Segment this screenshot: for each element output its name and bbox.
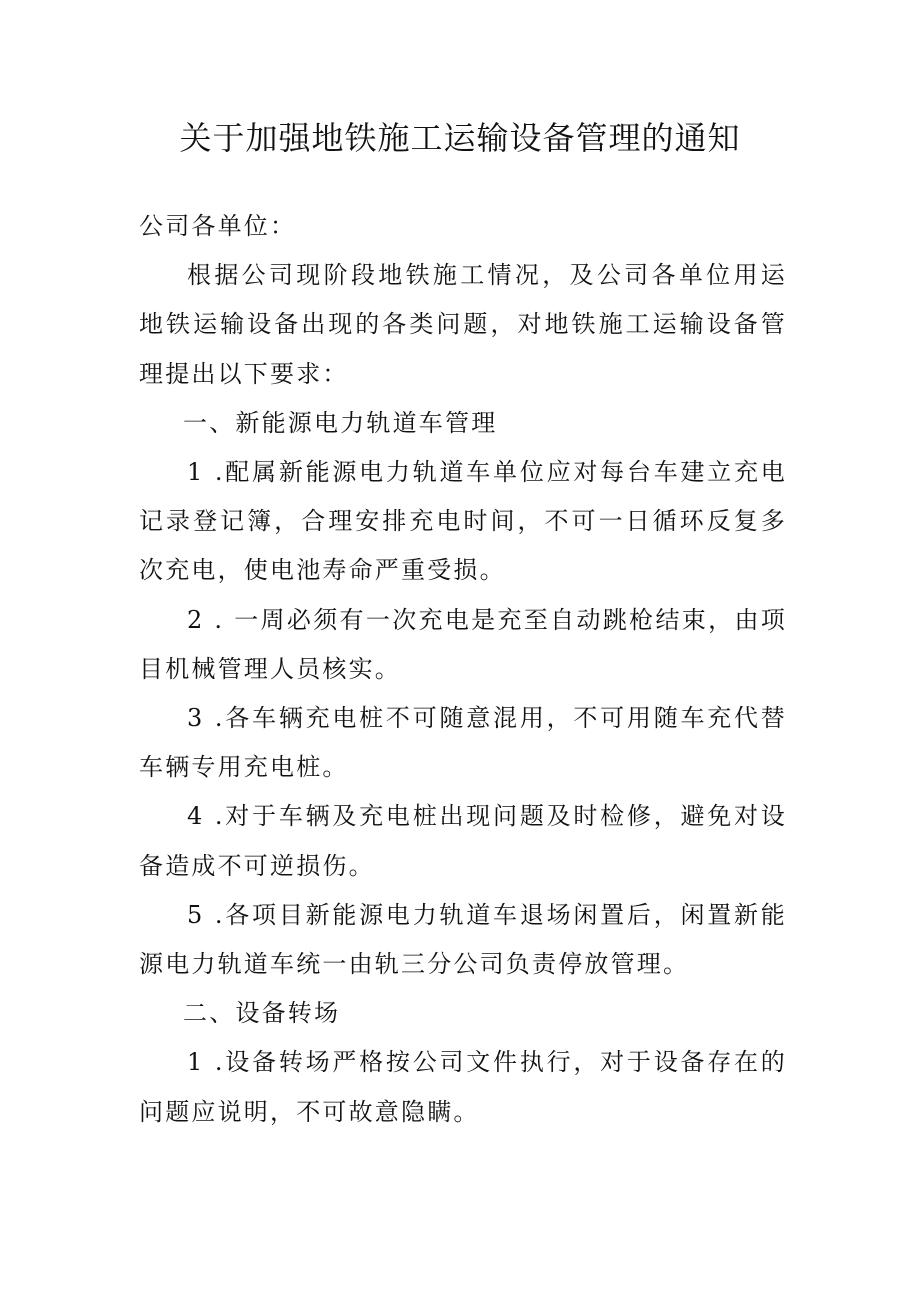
section-1-item-4: 4 .对于车辆及充电桩出现问题及时检修，避免对设备造成不可逆损伤。 <box>139 802 787 880</box>
section-heading-2: 二、设备转场 <box>183 999 341 1028</box>
section-1-item-2: 2 . 一周必须有一次充电是充至自动跳枪结束，由项目机械管理人员核实。 <box>139 605 787 683</box>
document-body <box>139 202 787 1137</box>
salutation: 公司各单位： <box>139 212 297 240</box>
section-1-item-3: 3 .各车辆充电桩不可随意混用，不可用随车充代替车辆专用充电桩。 <box>139 704 787 782</box>
section-2-item-1: 1 .设备转场严格按公司文件执行，对于设备存在的问题应说明，不可故意隐瞒。 <box>139 1048 787 1126</box>
section-heading-1: 一、新能源电力轨道车管理 <box>183 408 498 437</box>
section-1-item-5: 5 .各项目新能源电力轨道车退场闲置后，闲置新能源电力轨道车统一由轨三分公司负责停放管理。 <box>139 900 787 979</box>
document-title: 关于加强地铁施工运输设备管理的通知 <box>179 119 741 157</box>
intro-paragraph: 根据公司现阶段地铁施工情况，及公司各单位用运地铁运输设备出现的各类问题，对地铁施工运输设备管理提出以下要求： <box>139 261 787 388</box>
section-1-item-1: 1 .配属新能源电力轨道车单位应对每台车建立充电记录登记簿，合理安排充电时间，不可一日循环反复多次充电，使电池寿命严重受损。 <box>139 458 787 585</box>
